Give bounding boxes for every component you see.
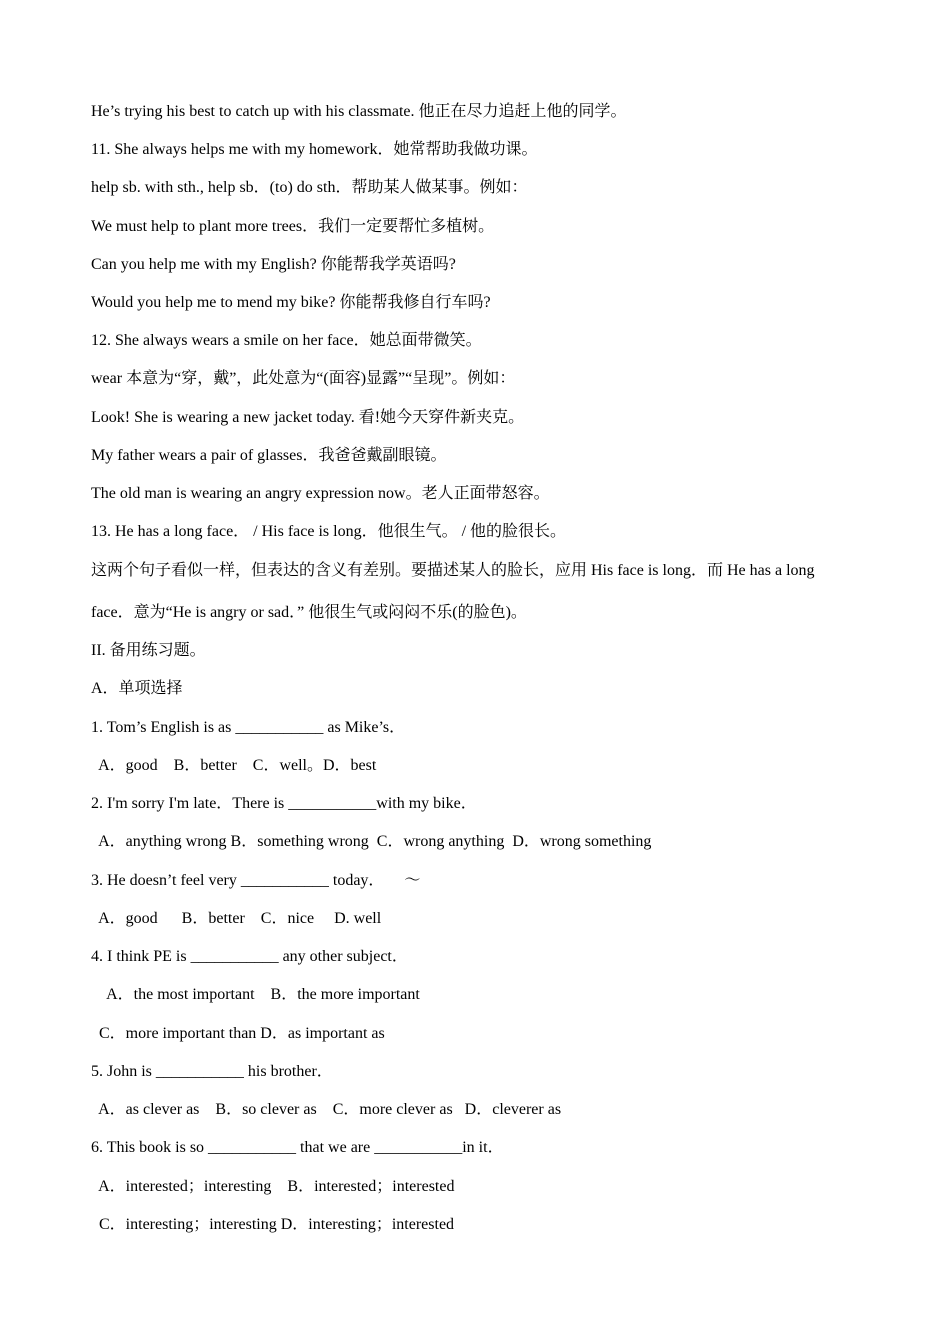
text-line: face．意为“He is angry or sad．” 他很生气或闷闷不乐(的脸色)。 xyxy=(91,604,527,621)
question: 6. This book is so ___________ that we are ___________in it． xyxy=(91,1139,504,1156)
text-line: 13. He has a long face． / His face is long．他很生气。 / 他的脸很长。 xyxy=(91,523,567,540)
text-line: 这两个句子看似一样，但表达的含义有差别。要描述某人的脸长，应用 His face is long．而 He has a long xyxy=(91,562,815,579)
text-line: help sb. with sth., help sb．(to) do sth．帮助某人做某事。例如： xyxy=(91,179,528,196)
answer-options: A．good B．better C．well。D．best xyxy=(91,757,377,774)
answer-options: C．more important than D．as important as xyxy=(91,1025,385,1042)
answer-options: A．anything wrong B．something wrong C．wrong anything D．wrong something xyxy=(91,833,652,850)
text-line: Would you help me to mend my bike? 你能帮我修自行车吗? xyxy=(91,294,491,311)
question: 2. I'm sorry I'm late．There is ___________with my bike． xyxy=(91,795,477,812)
text-line: He’s trying his best to catch up with his classmate. 他正在尽力追赶上他的同学。 xyxy=(91,103,627,120)
question: 1. Tom’s English is as ___________ as Mike’s． xyxy=(91,719,406,736)
text-line: The old man is wearing an angry expression now。老人正面带怒容。 xyxy=(91,485,550,502)
question: 3. He doesn’t feel very ___________ today． ～ xyxy=(91,872,421,889)
text-line: 12. She always wears a smile on her face．她总面带微笑。 xyxy=(91,332,482,349)
section-heading: II. 备用练习题。 xyxy=(91,642,206,659)
answer-options: A．good B．better C．nice D. well xyxy=(91,910,382,927)
text-line: My father wears a pair of glasses．我爸爸戴副眼镜。 xyxy=(91,447,447,464)
question: 5. John is ___________ his brother． xyxy=(91,1063,333,1080)
subsection-heading: A．单项选择 xyxy=(91,680,183,697)
text-line: Can you help me with my English? 你能帮我学英语吗? xyxy=(91,256,456,273)
answer-options: A．the most important B．the more important xyxy=(91,986,420,1003)
text-line: 11. She always helps me with my homework．她常帮助我做功课。 xyxy=(91,141,538,158)
answer-options: A．as clever as B．so clever as C．more clever as D．cleverer as xyxy=(91,1101,562,1118)
text-line: We must help to plant more trees．我们一定要帮忙多植树。 xyxy=(91,218,495,235)
question: 4. I think PE is ___________ any other subject． xyxy=(91,948,408,965)
answer-options: A．interested；interesting B．interested；interested xyxy=(91,1178,455,1195)
answer-options: C．interesting；interesting D．interesting；interested xyxy=(91,1216,455,1233)
text-line: Look! She is wearing a new jacket today. 看!她今天穿件新夹克。 xyxy=(91,409,525,426)
text-line: wear 本意为“穿，戴”，此处意为“(面容)显露”“呈现”。例如： xyxy=(91,370,516,387)
